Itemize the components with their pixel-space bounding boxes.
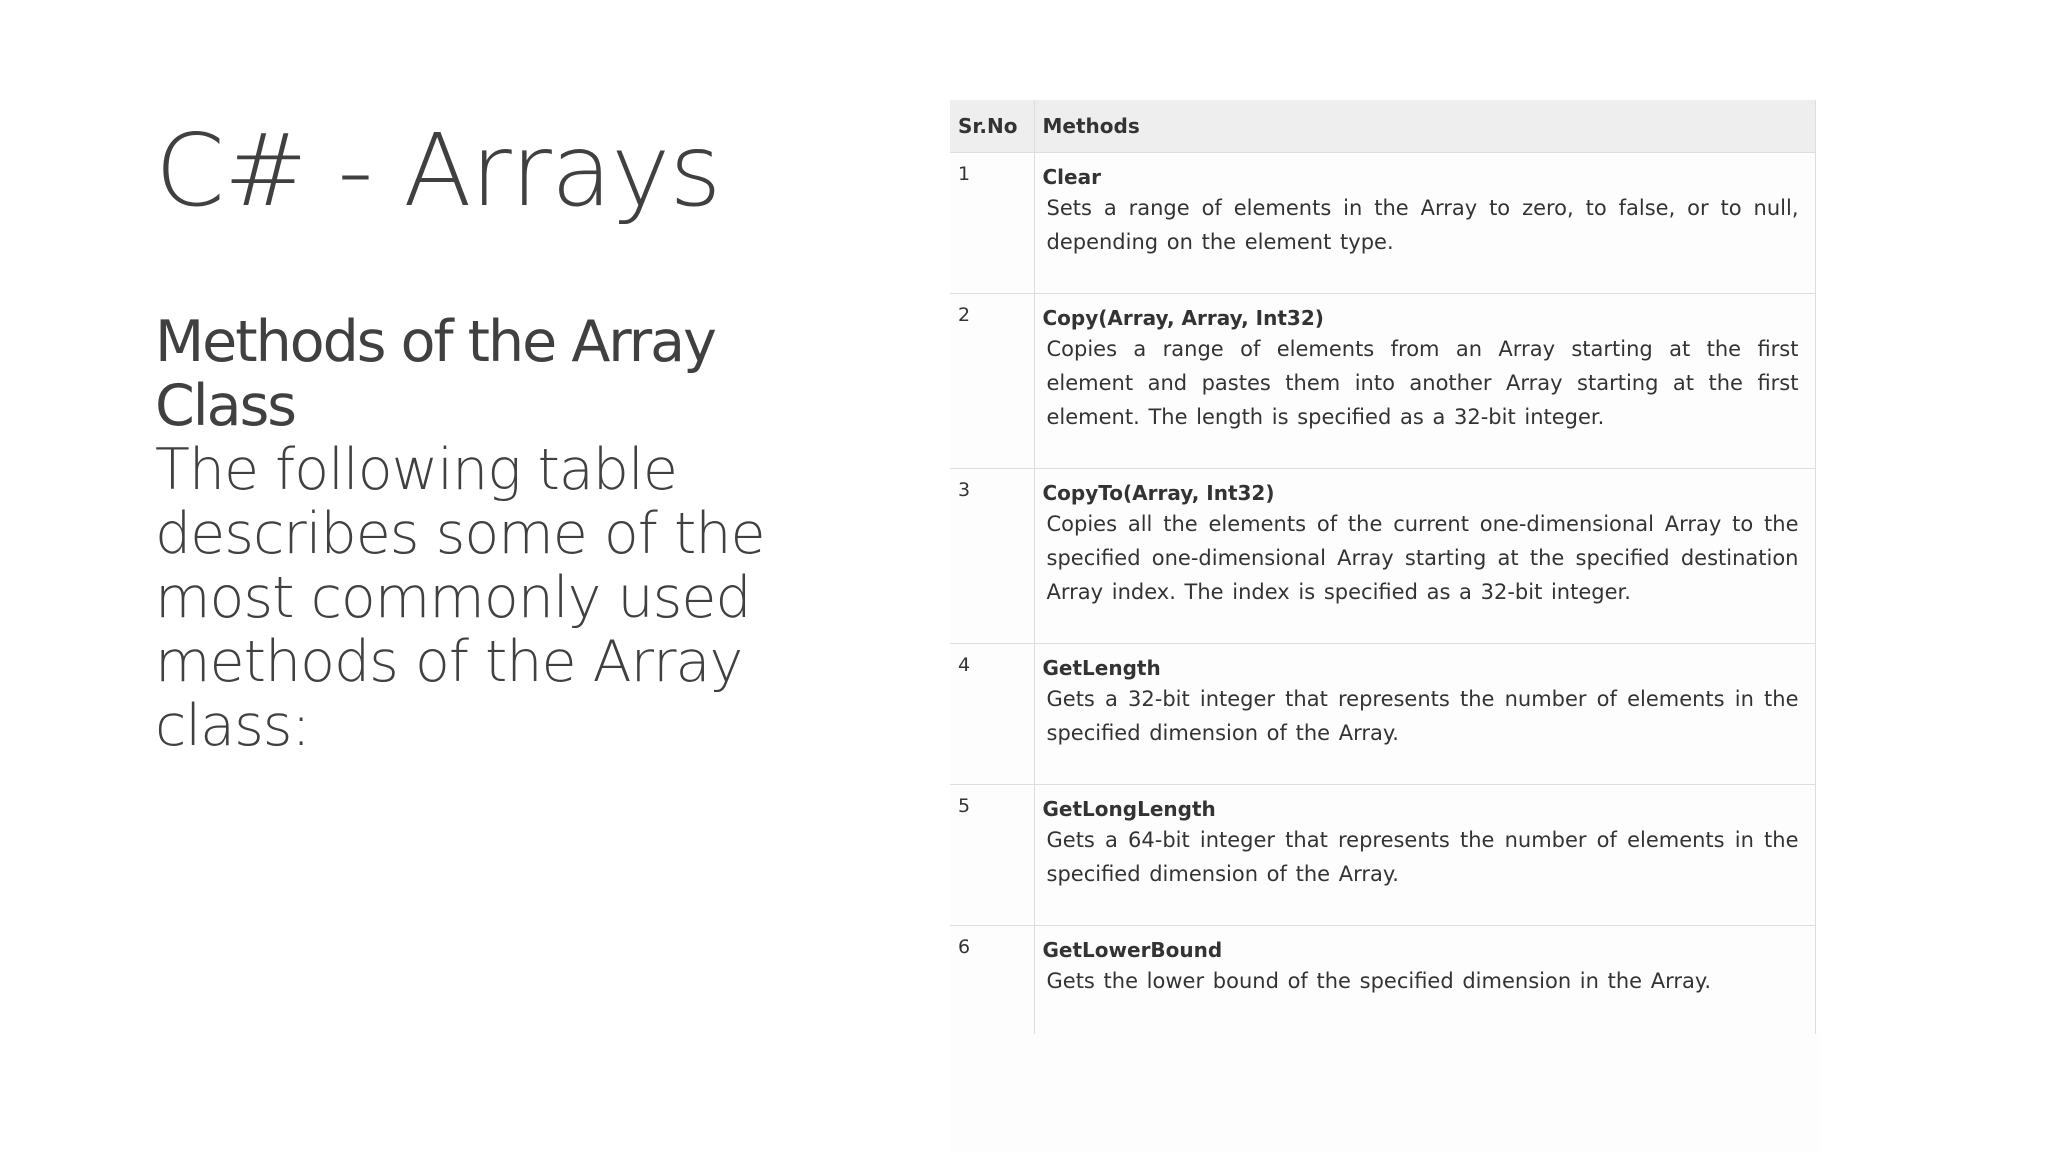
method-name: Copy(Array, Array, Int32) xyxy=(1042,306,1324,330)
method-description: Copies all the elements of the current one-dimensional Array to the specified one-dimensional Array starting at the specified destination Array index. The index is specified as a 32-bit integer. xyxy=(1046,512,1799,604)
slide-title: C# - Arrays xyxy=(155,112,721,229)
method-description: Gets the lower bound of the specified dimension in the Array. xyxy=(1046,969,1712,993)
table-row xyxy=(950,153,1815,294)
methods-table-image xyxy=(950,100,1815,1035)
method-name: GetLength xyxy=(1042,656,1161,680)
table-row xyxy=(950,469,1815,644)
slide-body xyxy=(155,310,775,758)
method-cell xyxy=(1034,294,1815,469)
method-cell xyxy=(1034,153,1815,294)
row-number: 2 xyxy=(950,294,1034,469)
slide-description: The following table describes some of the most commonly used methods of the Array class: xyxy=(155,437,765,759)
method-cell xyxy=(1034,785,1815,926)
method-cell xyxy=(1034,926,1815,1035)
row-number: 1 xyxy=(950,153,1034,294)
method-cell xyxy=(1034,469,1815,644)
header-methods: Methods xyxy=(1034,100,1815,153)
method-name: CopyTo(Array, Int32) xyxy=(1042,481,1275,505)
table-header-row xyxy=(950,100,1815,153)
table-row xyxy=(950,926,1815,1035)
table-row xyxy=(950,785,1815,926)
row-number: 4 xyxy=(950,644,1034,785)
method-name: Clear xyxy=(1042,165,1101,189)
row-number: 6 xyxy=(950,926,1034,1035)
method-name: GetLowerBound xyxy=(1042,938,1223,962)
method-description: Sets a range of elements in the Array to zero, to false, or to null, depending on the element type. xyxy=(1046,196,1799,254)
method-description: Gets a 32-bit integer that represents the number of elements in the specified dimension of the Array. xyxy=(1046,687,1799,745)
slide-subheading: Methods of the Array Class xyxy=(155,309,715,439)
table-image-bottom-fade xyxy=(950,1034,1820,1152)
row-number: 3 xyxy=(950,469,1034,644)
method-name: GetLongLength xyxy=(1042,797,1216,821)
table-row xyxy=(950,294,1815,469)
row-number: 5 xyxy=(950,785,1034,926)
method-description: Gets a 64-bit integer that represents the number of elements in the specified dimension of the Array. xyxy=(1046,828,1799,886)
methods-table xyxy=(950,100,1816,1035)
method-cell xyxy=(1034,644,1815,785)
header-sr-no: Sr.No xyxy=(950,100,1034,153)
table-row xyxy=(950,644,1815,785)
method-description: Copies a range of elements from an Array starting at the first element and pastes them into another Array starting at the first element. The length is specified as a 32-bit integer. xyxy=(1046,337,1799,429)
